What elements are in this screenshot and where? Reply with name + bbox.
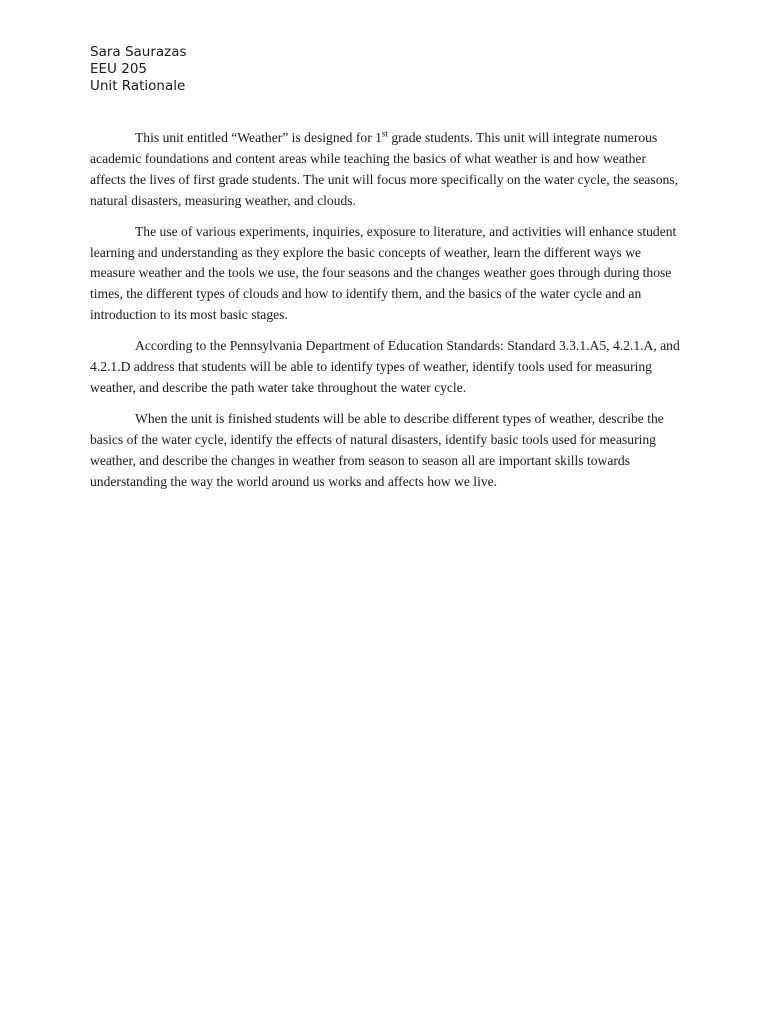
paragraph-methods: The use of various experiments, inquiries, exposure to literature, and activities will enhance student learning and understanding as they explore the basic concepts of weather, learn the different ways we measure weather and the tools we use, the four seasons and the changes weather goes through during those times, the different types of clouds and how to identify them, and the basics of the water cycle and an introduction to its most basic stages. [90, 223, 677, 323]
paragraph-standards: According to the Pennsylvania Department of Education Standards: Standard 3.3.1.A5, 4.2.1.A, and 4.2.1.D address that students will be able to identify types of weather, identify tools used for measuring weather, and describe the path water take throughout the water cycle. [90, 338, 680, 395]
paragraph-intro [90, 128, 680, 212]
document-title: Unit Rationale [90, 78, 186, 94]
paragraph-intro-text-end: grade students. This unit will integrate numerous academic foundations and content areas while teaching the basics of what weather is and how weather affects the lives of first grade students. The unit will focus more specifically on the water cycle, the seasons, natural disasters, measuring weather, and clouds. [90, 130, 679, 208]
document-header [90, 44, 187, 95]
ordinal-superscript: st [381, 128, 388, 139]
document-body [90, 128, 680, 503]
author-name: Sara Saurazas [90, 44, 187, 60]
paragraph-intro-text-start: This unit entitled “Weather” is designed for 1 [135, 130, 382, 145]
paragraph-outcomes: When the unit is finished students will be able to describe different types of weather, describe the basics of the water cycle, identify the effects of natural disasters, identify basic tools used for measuring weather, and describe the changes in weather from season to season all are important skills towards understanding the way the world around us works and affects how we live. [90, 410, 664, 489]
course-code: EEU 205 [90, 61, 147, 77]
